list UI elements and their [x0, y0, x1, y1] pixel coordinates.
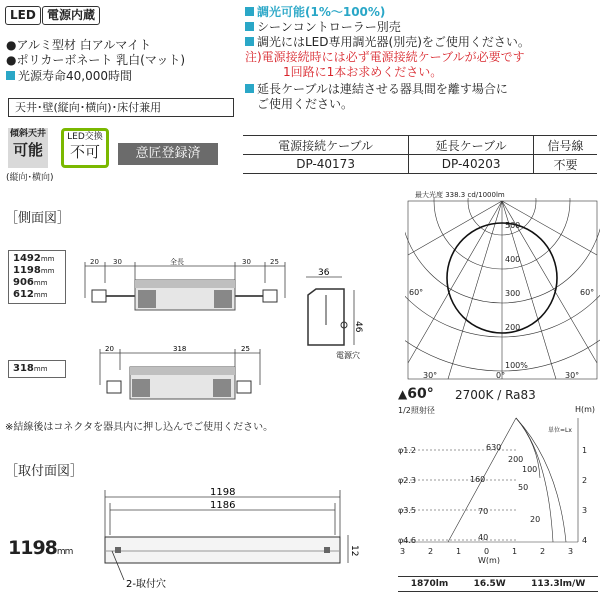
caution-line1: 注)電源接続時には必ず電源接続ケーブルが必要です — [245, 50, 525, 64]
polar-distribution-chart — [405, 198, 600, 383]
watt-value: 16.5W — [473, 579, 506, 589]
beam-angle: ▲60° — [398, 386, 434, 402]
w-tick-0: 0 — [484, 547, 490, 556]
tilt-line1: 傾斜天井 — [9, 129, 46, 139]
phi-4-6: φ4.6 — [398, 536, 416, 545]
td-signal-line: 不要 — [534, 155, 597, 174]
caution-line2: 1回路に1本お求めください。 — [283, 65, 443, 79]
td-power-cable: DP-40173 — [243, 155, 409, 174]
led-swap-line2: 不可 — [69, 143, 100, 161]
length-1198: 1198 — [13, 265, 41, 276]
feature-aluminum: ●アルミ型材 白アルマイト — [6, 38, 152, 52]
w-tick-3-left: 3 — [400, 547, 406, 556]
lux-630: 630 — [486, 443, 502, 452]
dim-20: 20 — [90, 258, 99, 266]
h-label: H(m) — [575, 405, 596, 414]
w-tick-3-right: 3 — [568, 547, 574, 556]
illuminance-chart — [398, 414, 598, 564]
h-tick-3: 3 — [582, 506, 588, 515]
mount-length: 1198mm — [8, 537, 73, 559]
efficacy-value: 113.3lm/W — [531, 579, 586, 589]
th-extension-cable: 延長ケーブル — [409, 136, 534, 155]
extension-note-line1: 延長ケーブルは連結させる器具間を離す場合に — [257, 82, 508, 96]
dim-full-length: 全長 — [170, 258, 184, 266]
side-view-drawing-short — [95, 345, 265, 410]
lumen-value: 1870lm — [410, 579, 449, 589]
ring-400: 400 — [505, 255, 521, 264]
section-height: 46 — [353, 321, 363, 333]
design-registered-badge: 意匠登録済 — [118, 143, 218, 165]
tilt-ceiling-badge — [8, 128, 48, 168]
lux-20: 20 — [530, 515, 541, 524]
mount-view-drawing — [100, 485, 370, 595]
w-tick-1-left: 1 — [456, 547, 462, 556]
side-view-drawing-long — [80, 258, 290, 328]
cable-table — [243, 135, 597, 174]
wiring-note: ※結線後はコネクタを器具内に押し込んでご使用ください。 — [5, 422, 274, 433]
mounting-box: 天井･壁(縦向･横向)･床付兼用 — [8, 98, 234, 117]
mount-view-title: ［取付面図］ — [5, 464, 84, 479]
h-tick-2: 2 — [582, 476, 588, 485]
dim-25: 25 — [270, 258, 279, 266]
phi-2-3: φ2.3 — [398, 476, 416, 485]
dim-30-left: 30 — [113, 258, 122, 266]
triangle-icon: ▲ — [398, 387, 408, 401]
length-1492: 1492 — [13, 253, 41, 264]
unit-label: 単位=Lx — [548, 427, 572, 434]
dim-short-318: 318 — [173, 345, 187, 353]
color-temp: 2700K / Ra83 — [455, 388, 536, 402]
half-angle-label: 1/2照射径 — [398, 406, 435, 415]
ring-200: 200 — [505, 323, 521, 332]
power-builtin-tag: 電源内蔵 — [42, 6, 100, 25]
short-length: 318mm — [8, 360, 66, 378]
lux-50: 50 — [518, 483, 529, 492]
notes-block — [245, 5, 530, 112]
td-extension-cable: DP-40203 — [409, 155, 534, 174]
led-swap-badge — [61, 128, 109, 168]
phi-3-5: φ3.5 — [398, 506, 416, 515]
extension-note-line2: ご使用ください。 — [257, 97, 354, 111]
length-list: 1492mm 1198mm 906mm 612mm — [8, 250, 66, 304]
performance-row — [398, 576, 598, 592]
led-tag: LED — [5, 6, 41, 25]
mount-height: 12 — [349, 545, 359, 557]
dim-inner: 1186 — [210, 500, 236, 511]
polar-angle-30-left: 30° — [423, 371, 438, 380]
lux-70: 70 — [478, 507, 489, 516]
th-power-cable: 電源接続ケーブル — [243, 136, 409, 155]
h-tick-4: 4 — [582, 536, 588, 545]
section-width: 36 — [318, 268, 330, 278]
scene-note: シーンコントローラー別売 — [257, 20, 401, 34]
max-luminous-intensity: 最大光度 338.3 cd/1000lm — [415, 191, 505, 199]
h-tick-1: 1 — [582, 446, 588, 455]
tilt-note: (縦向･横向) — [6, 173, 54, 183]
lifetime-text — [6, 69, 132, 84]
dim-outer: 1198 — [210, 487, 236, 498]
side-view-title: ［側面図］ — [5, 211, 71, 226]
phi-1-2: φ1.2 — [398, 446, 416, 455]
mount-holes-label: 2-取付穴 — [126, 579, 166, 590]
polar-angle-0: 0° — [496, 371, 506, 380]
polar-angle-30-right: 30° — [565, 371, 580, 380]
lux-100: 100 — [522, 465, 538, 474]
ring-500: 500 — [505, 221, 521, 230]
dimmer-note: 調光にはLED専用調光器(別売)をご使用ください。 — [257, 35, 530, 49]
th-signal-line: 信号線 — [534, 136, 597, 155]
polar-angle-60-right: 60° — [580, 288, 595, 297]
dim-30-right: 30 — [242, 258, 251, 266]
tilt-line2: 可能 — [12, 141, 43, 159]
dim-short-25: 25 — [241, 345, 250, 353]
led-swap-line1: LED交換 — [67, 132, 103, 142]
section-drawing — [296, 265, 366, 360]
length-906: 906 — [13, 277, 34, 288]
lux-160: 160 — [470, 475, 486, 484]
feature-polycarbonate: ●ポリカーボネート 乳白(マット) — [6, 53, 186, 67]
w-tick-2-right: 2 — [540, 547, 546, 556]
w-tick-2-left: 2 — [428, 547, 434, 556]
dimming-note: 調光可能(1%〜100%) — [257, 5, 386, 19]
ring-100: 100% — [505, 361, 528, 370]
ring-300: 300 — [505, 289, 521, 298]
length-612: 612 — [13, 289, 34, 300]
lifetime-value: 光源寿命40,000時間 — [18, 69, 132, 83]
lux-40: 40 — [478, 533, 489, 542]
w-tick-1-right: 1 — [512, 547, 518, 556]
w-label: W(m) — [478, 556, 500, 564]
polar-angle-60-left: 60° — [409, 288, 424, 297]
power-hole-label: 電源穴 — [336, 351, 360, 360]
square-bullet-icon — [6, 71, 15, 80]
dim-short-20: 20 — [105, 345, 114, 353]
lux-200: 200 — [508, 455, 524, 464]
